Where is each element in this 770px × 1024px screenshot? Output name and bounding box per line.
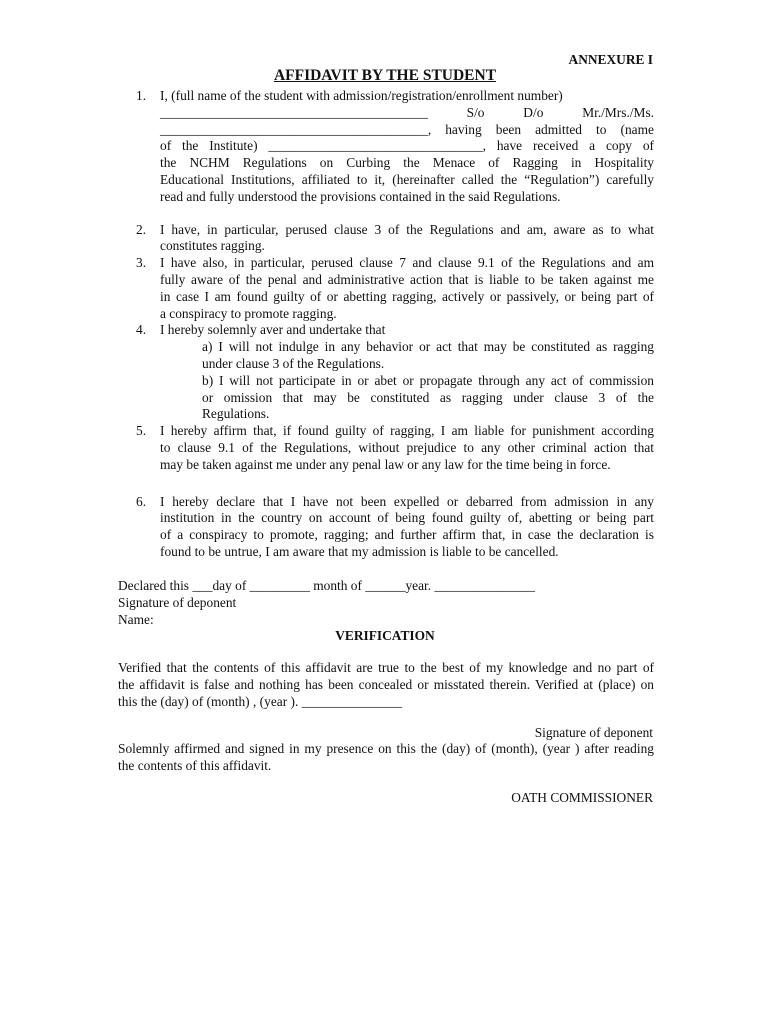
clause-line: I, (full name of the student with admission/registration/enrollment number) xyxy=(160,88,563,103)
clause-line: ________________________________________ S/o D/o Mr./Mrs./Ms. xyxy=(160,104,654,120)
clause-line: of the Institute) ________________________________, have received a copy of xyxy=(160,138,654,154)
clause-line: may be taken against me under any penal law or any law for the time being in force. xyxy=(160,456,611,472)
clause-line: to clause 9.1 of the Regulations, without prejudice to any other criminal action that xyxy=(160,439,654,455)
verification-signature-label: Signature of deponent xyxy=(534,725,653,740)
clause-item-2 xyxy=(136,222,654,256)
clause-line: a conspiracy to promote ragging. xyxy=(160,305,337,321)
verification-line: this the (day) of (month) , (year ). _______________ xyxy=(118,693,403,709)
clause-body xyxy=(160,88,654,206)
solemn-line: the contents of this affidavit. xyxy=(118,757,272,773)
verification-title: VERIFICATION xyxy=(335,628,435,643)
annexure-label: ANNEXURE I xyxy=(568,52,653,67)
sub-clause-b xyxy=(202,373,654,423)
sub-clause-line: or omission that may be constituted as ragging under clause 3 of the xyxy=(202,389,654,405)
clause-item-1 xyxy=(136,88,654,206)
clause-body xyxy=(160,494,654,561)
clause-line: I have also, in particular, perused clause 7 and clause 9.1 of the Regulations and am xyxy=(160,255,654,271)
clause-line: I hereby solemnly aver and undertake that xyxy=(160,322,386,338)
clause-number: 1. xyxy=(136,88,147,103)
clause-line: I have, in particular, perused clause 3 of the Regulations and am, aware as to what xyxy=(160,221,654,237)
clause-line: I hereby declare that I have not been expelled or debarred from admission in any xyxy=(160,493,654,509)
clause-line: the NCHM Regulations on Curbing the Menace of Ragging in Hospitality xyxy=(160,155,654,171)
clause-list xyxy=(136,88,654,561)
clause-body xyxy=(160,322,654,423)
sub-clause-line: Regulations. xyxy=(202,406,270,422)
verification-text xyxy=(118,660,654,710)
clause-number: 3. xyxy=(136,255,147,271)
sub-clause-line: a) I will not indulge in any behavior or act that may be constituted as ragging xyxy=(202,339,654,355)
clause-body xyxy=(160,423,654,473)
clause-number: 5. xyxy=(136,423,147,439)
verification-line: Verified that the contents of this affidavit are true to the best of my knowledge and no part of xyxy=(118,660,654,675)
declared-line: Declared this ___day of _________ month of ______year. _______________ xyxy=(118,578,535,593)
solemn-affirmation xyxy=(118,741,654,775)
clause-number: 2. xyxy=(136,221,147,237)
clause-line: of a conspiracy to promote, ragging; and further affirm that, in case the declaration is xyxy=(160,527,654,543)
clause-number: 4. xyxy=(136,322,147,338)
clause-line: ________________________________________, having been admitted to (name xyxy=(160,121,654,137)
clause-line: found to be untrue, I am aware that my admission is liable to be cancelled. xyxy=(160,543,559,559)
sub-clause-line: under clause 3 of the Regulations. xyxy=(202,355,385,371)
clause-body xyxy=(160,255,654,322)
name-label: Name: xyxy=(118,611,154,627)
clause-line: in case I am found guilty of or abetting ragging, actively or passively, or being part of xyxy=(160,288,654,304)
oath-commissioner-label: OATH COMMISSIONER xyxy=(511,790,653,805)
solemn-line: Solemnly affirmed and signed in my presence on this the (day) of (month), (year ) after reading xyxy=(118,741,654,756)
clause-item-3 xyxy=(136,255,654,322)
clause-item-5 xyxy=(136,423,654,473)
clause-line: institution in the country on account of being found guilty of, abetting or being part xyxy=(160,510,654,526)
sub-clause-a xyxy=(202,339,654,373)
clause-line: Educational Institutions, affiliated to it, (hereinafter called the “Regulation”) carefully xyxy=(160,171,654,187)
deponent-signature-label: Signature of deponent xyxy=(118,594,237,610)
clause-line: fully aware of the penal and administrative action that is liable to be taken against me xyxy=(160,271,654,287)
page-title: AFFIDAVIT BY THE STUDENT xyxy=(273,67,497,84)
clause-body xyxy=(160,222,654,256)
clause-line: I hereby affirm that, if found guilty of ragging, I am liable for punishment according xyxy=(160,423,654,439)
clause-line: read and fully understood the provisions contained in the said Regulations. xyxy=(160,188,561,204)
clause-item-4 xyxy=(136,322,654,423)
clause-item-6 xyxy=(136,494,654,561)
verification-line: the affidavit is false and nothing has been concealed or misstated therein. Verified at (place) on xyxy=(118,676,654,692)
clause-line: constitutes ragging. xyxy=(160,238,265,254)
declaration-block xyxy=(118,578,658,628)
clause-number: 6. xyxy=(136,493,147,509)
sub-clause-line: b) I will not participate in or abet or propagate through any act of commission xyxy=(202,372,654,388)
